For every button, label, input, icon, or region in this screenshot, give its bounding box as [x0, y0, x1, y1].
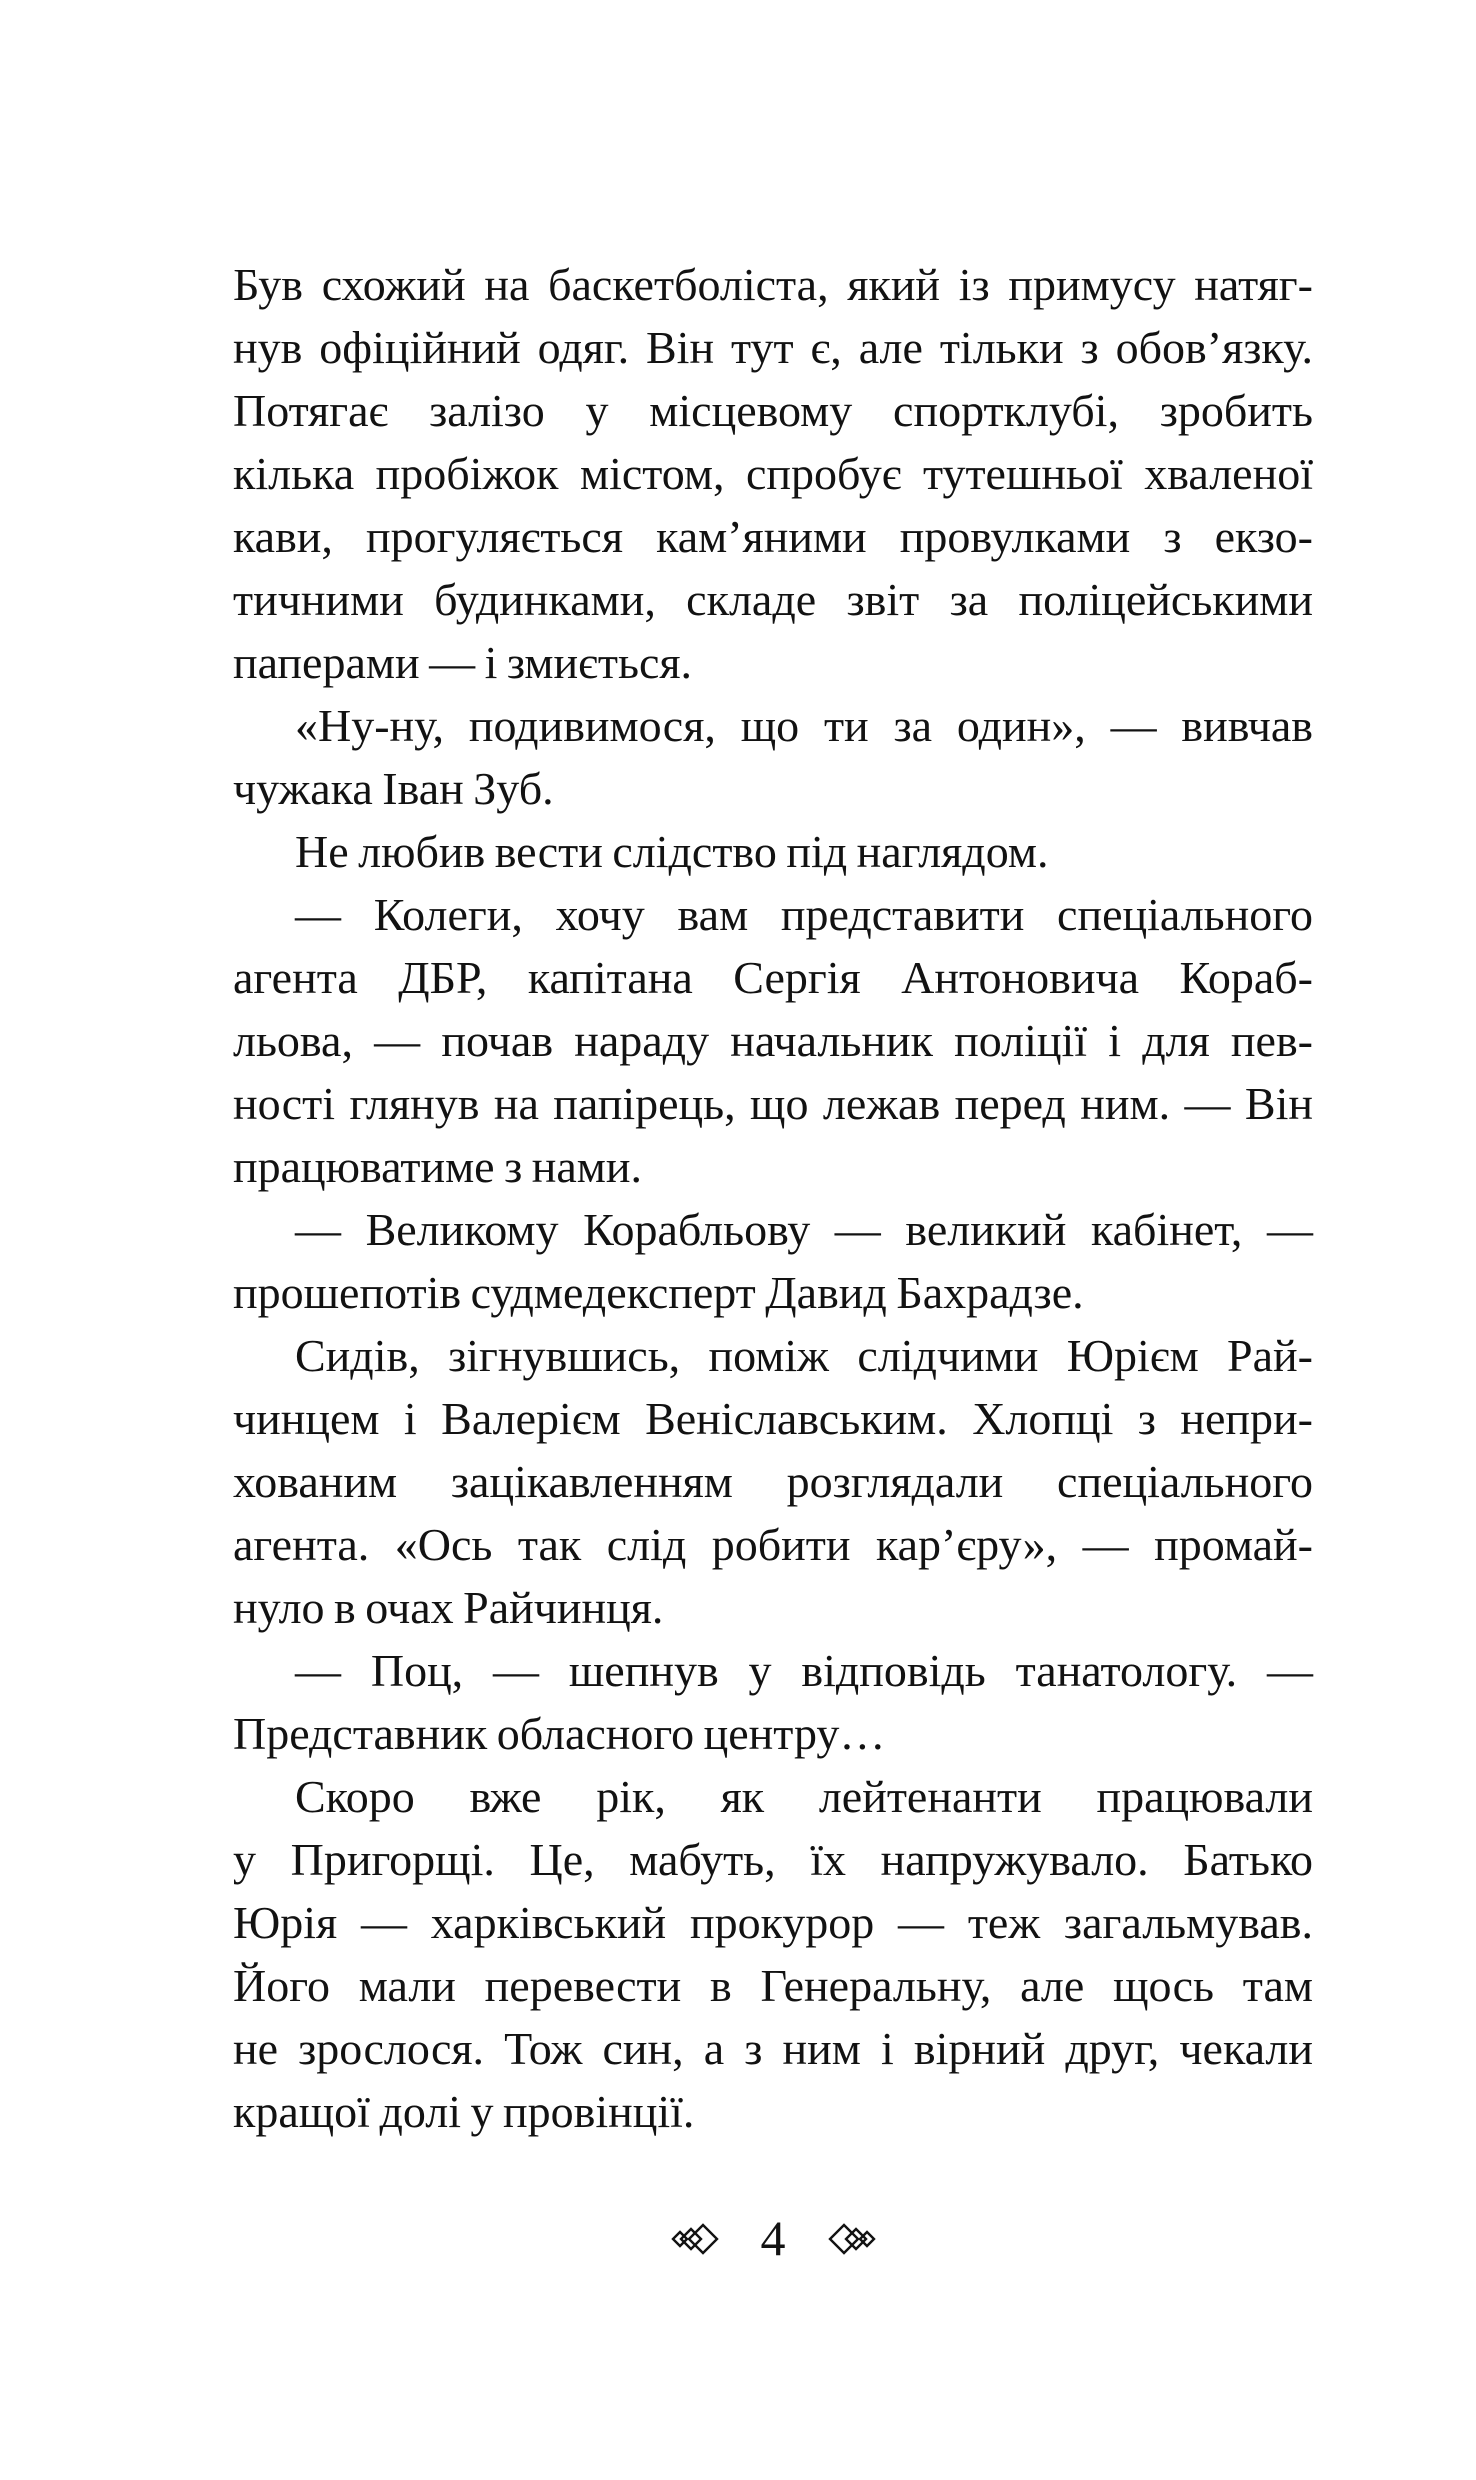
text-line: ності глянув на папірець, що лежав перед ним. — Він	[233, 1078, 1313, 1129]
text-line: нуло в очах Райчинця.	[233, 1582, 664, 1633]
text-line: у Пригорщі. Це, мабуть, їх напружувало. Батько	[233, 1834, 1313, 1885]
text-line: чинцем і Валерієм Веніславським. Хлопці з непри-	[233, 1393, 1313, 1444]
text-line: Юрія — харківський прокурор — теж загальмував.	[233, 1897, 1313, 1948]
text-line: хованим зацікавленням розглядали спеціального	[233, 1456, 1313, 1507]
triple-diamond-ornament-right-icon	[828, 2221, 876, 2257]
text-line: працюватиме з нами.	[233, 1141, 643, 1192]
text-line: льова, — почав нараду начальник поліції і для пев-	[233, 1015, 1313, 1066]
text-line: «Ну-ну, подивимося, що ти за один», — вивчав	[295, 700, 1313, 751]
text-line: — Колеги, хочу вам представити спеціального	[295, 889, 1313, 940]
text-line: агента. «Ось так слід робити кар’єру», — промай-	[233, 1519, 1313, 1570]
text-line: нув офіційний одяг. Він тут є, але тільки з обов’язку.	[233, 322, 1313, 373]
text-line: Його мали перевести в Генеральну, але щось там	[233, 1960, 1313, 2011]
text-line: Скоро вже рік, як лейтенанти працювали	[295, 1771, 1313, 1822]
text-line: — Поц, — шепнув у відповідь танатологу. —	[295, 1645, 1313, 1696]
triple-diamond-ornament-left-icon	[671, 2221, 719, 2257]
page-footer	[233, 2207, 1313, 2270]
text-line: Був схожий на баскетболіста, який із примусу натяг-	[233, 259, 1313, 310]
body-text	[233, 253, 1313, 2143]
text-line: чужака Іван Зуб.	[233, 763, 554, 814]
text-line: Потягає залізо у місцевому спортклубі, зробить	[233, 385, 1313, 436]
text-line: агента ДБР, капітана Сергія Антоновича Кораб-	[233, 952, 1313, 1003]
text-line: кави, прогуляється кам’яними провулками з екзо-	[233, 511, 1313, 562]
text-line: тичними будинками, складе звіт за поліцейськими	[233, 574, 1313, 625]
text-line: — Великому Корабльову — великий кабінет, —	[295, 1204, 1313, 1255]
text-line: кращої долі у провінції.	[233, 2086, 695, 2137]
text-line: Представник обласного центру…	[233, 1708, 886, 1759]
text-line: паперами — і змиється.	[233, 637, 693, 688]
page-number: 4	[760, 2210, 786, 2266]
text-line: прошепотів судмедексперт Давид Бахрадзе.	[233, 1267, 1084, 1318]
text-line: не зрослося. Тож син, а з ним і вірний друг, чекали	[233, 2023, 1313, 2074]
text-line: кілька пробіжок містом, спробує тутешньої хваленої	[233, 448, 1313, 499]
text-line: Сидів, зігнувшись, поміж слідчими Юрієм Рай-	[295, 1330, 1313, 1381]
text-line: Не любив вести слідство під наглядом.	[295, 826, 1049, 877]
